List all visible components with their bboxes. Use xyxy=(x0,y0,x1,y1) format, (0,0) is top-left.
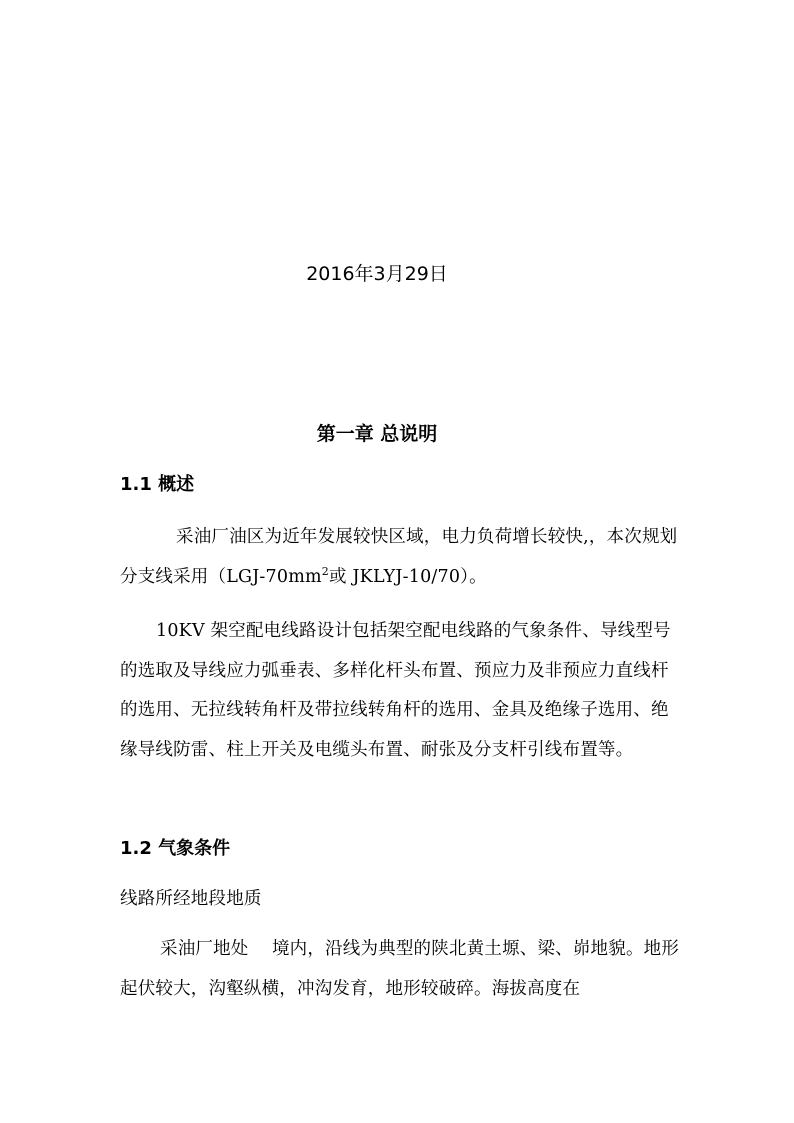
section-heading-weather: 1.2 气象条件 xyxy=(120,838,231,859)
superscript: 2 xyxy=(321,564,329,578)
paragraph-design-scope: 10KV 架空配电线路设计包括架空配电线路的气象条件、导线型号的选取及导线应力弧垂表、多样化杆头布置、预应力及非预应力直线杆的选用、无拉线转角杆及带拉线转角杆的选用、金具及绝缘子选用、绝缘导线防雷、柱上开关及电缆头布置、耐张及分支杆引线布置等。 xyxy=(120,621,671,760)
document-date: 2016年3月29日 xyxy=(306,263,448,285)
paragraph-text: 或 JKLYJ-10/70）。 xyxy=(329,566,487,587)
paragraph-text: 采油厂油区为近年发展较快区域，电力负荷增长较快,，本次规划分支线采用（LGJ-70mm xyxy=(120,527,678,587)
paragraph-overview-intro xyxy=(120,518,680,597)
chapter-title: 第一章 总说明 xyxy=(316,423,438,445)
paragraph-geology-label: 线路所经地段地质 xyxy=(120,889,262,909)
section-heading-overview: 1.1 概述 xyxy=(120,474,195,495)
paragraph-geology-description: 采油厂地处 境内，沿线为典型的陕北黄土塬、梁、峁地貌。地形起伏较大，沟壑纵横，冲沟发育，地形较破碎。海拔高度在 xyxy=(120,939,680,999)
